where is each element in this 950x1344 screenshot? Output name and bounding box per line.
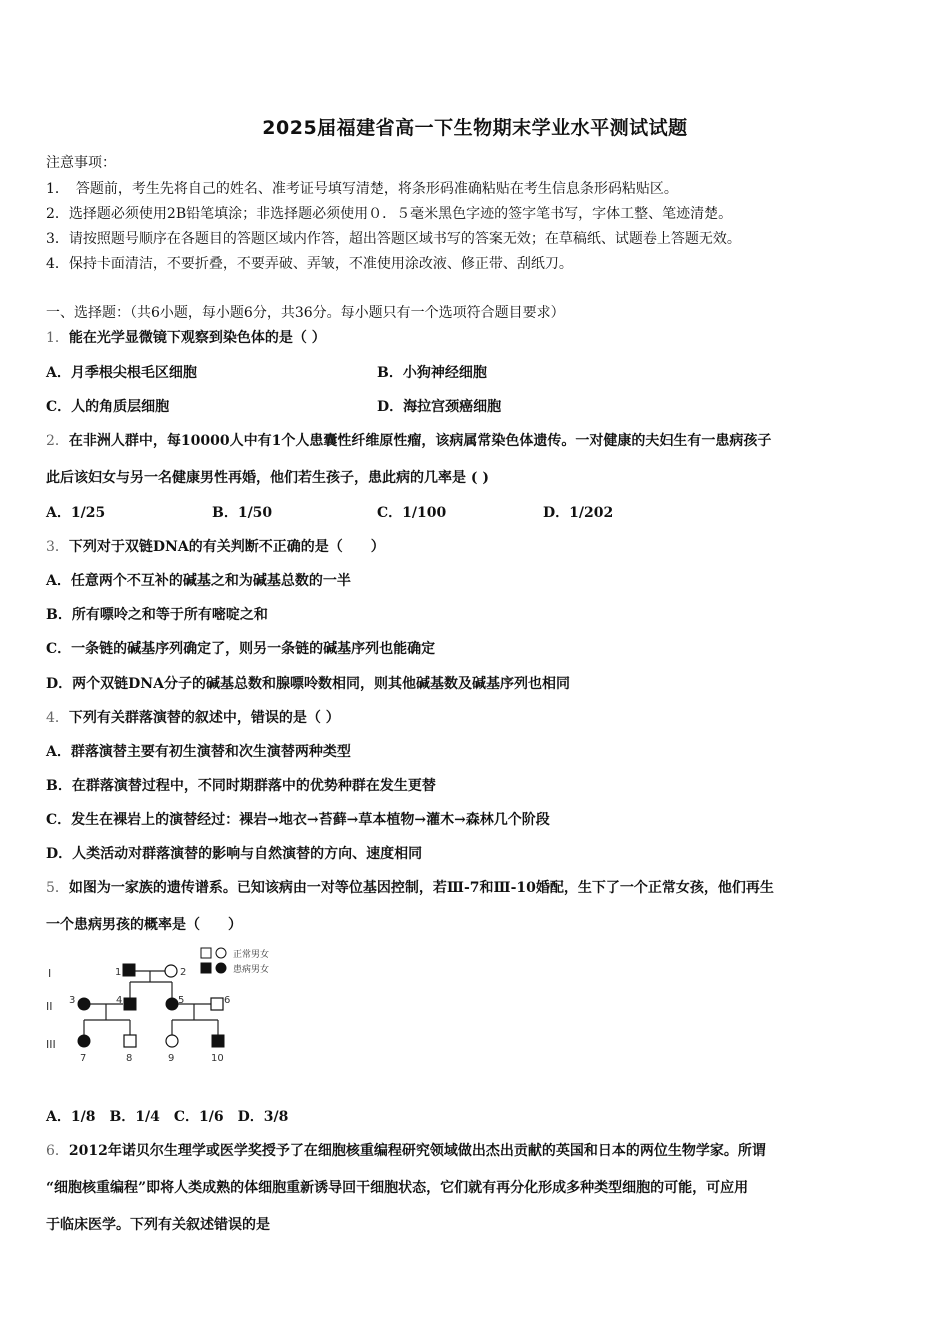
generation-label: I: [48, 967, 52, 980]
question-5-options: A．1/8 B．1/4 C．1/6 D．3/8: [46, 1109, 289, 1125]
option-c: C．1/100: [377, 505, 447, 521]
question-number: 1．: [46, 330, 69, 346]
legend-normal-female: [216, 948, 226, 958]
option-d: D．1/202: [543, 505, 614, 521]
question-stem: 下列有关群落演替的叙述中，错误的是（ ）: [68, 710, 340, 726]
option-c: C．人的角质层细胞: [46, 399, 170, 415]
question-stem: 2012年诺贝尔生理学或医学奖授予了在细胞核重编程研究领域做出杰出贡献的英国和日本的两位生物学家。所谓: [68, 1143, 766, 1159]
option-b: B．所有嘌呤之和等于所有嘧啶之和: [46, 607, 268, 623]
option-b: B．在群落演替过程中，不同时期群落中的优势种群在发生更替: [46, 778, 436, 794]
question-stem: 能在光学显微镜下观察到染色体的是（ ）: [68, 330, 326, 346]
question-5: [46, 877, 774, 897]
legend-affected-male: [201, 963, 211, 973]
individual-id: 1: [115, 967, 122, 978]
option-a: A．任意两个不互补的碱基之和为碱基总数的一半: [46, 573, 351, 589]
legend-affected-label: 患病男女: [233, 965, 270, 975]
question-1: [46, 327, 326, 347]
section-heading: 一、选择题：（共6小题，每小题6分，共36分。每小题只有一个选项符合题目要求）: [46, 305, 565, 321]
question-6-cont: “细胞核重编程”即将人类成熟的体细胞重新诱导回干细胞状态，它们就有再分化形成多种类型细胞的可能，可应用: [46, 1180, 749, 1196]
option-b: B．1/50: [212, 505, 273, 521]
individual-id: 9: [168, 1053, 175, 1064]
individual-id: 10: [211, 1053, 224, 1064]
individual-id: 8: [126, 1053, 133, 1064]
question-number: 2．: [46, 433, 69, 449]
option-a: A．1/25: [46, 505, 106, 521]
individual-id: 5: [178, 995, 185, 1006]
individual-id: 7: [80, 1053, 87, 1064]
affected-male-4: [124, 998, 136, 1010]
notice-item: 3．请按照题号顺序在各题目的答题区域内作答，超出答题区域书写的答案无效；在草稿纸、试题卷上答题无效。: [46, 231, 741, 247]
notice-item: 4．保持卡面清洁，不要折叠，不要弄破、弄皱，不准使用涂改液、修正带、刮纸刀。: [46, 256, 573, 272]
individual-id: 3: [69, 995, 76, 1006]
option-d: D．海拉宫颈癌细胞: [377, 399, 502, 415]
question-number: 6．: [46, 1143, 69, 1159]
question-number: 3．: [46, 539, 69, 555]
option-c: C．发生在裸岩上的演替经过：裸岩→地衣→苔藓→草本植物→灌木→森林几个阶段: [46, 812, 550, 828]
question-number: 5．: [46, 880, 69, 896]
option-c: C．一条链的碱基序列确定了，则另一条链的碱基序列也能确定: [46, 641, 436, 657]
affected-female-7: [78, 1035, 90, 1047]
notice-item: 1． 答题前，考生先将自己的姓名、准考证号填写清楚，将条形码准确粘贴在考生信息条形码粘贴区。: [46, 181, 678, 197]
legend-normal-label: 正常男女: [233, 950, 270, 960]
affected-female-3: [78, 998, 90, 1010]
question-number: 4．: [46, 710, 69, 726]
legend-affected-female: [216, 963, 226, 973]
normal-male-8: [124, 1035, 136, 1047]
question-stem: 在非洲人群中，每10000人中有1个人患囊性纤维原性瘤，该病属常染色体遗传。一对健康的夫妇生有一患病孩子: [68, 433, 772, 449]
normal-female-2: [165, 965, 177, 977]
option-d: D．两个双链DNA分子的碱基总数和腺嘌呤数相同，则其他碱基数及碱基序列也相同: [46, 676, 570, 692]
notice-heading: 注意事项：: [46, 155, 116, 171]
page-title: 2025届福建省高一下生物期末学业水平测试试题: [262, 117, 688, 139]
generation-label: III: [46, 1038, 56, 1051]
individual-id: 4: [116, 995, 123, 1006]
question-3: [46, 536, 385, 556]
question-2-cont: 此后该妇女与另一名健康男性再婚，他们若生孩子，患此病的几率是 ( ): [46, 470, 489, 486]
question-6: [46, 1140, 766, 1160]
individual-id: 2: [180, 967, 187, 978]
question-4: [46, 707, 340, 727]
individual-id: 6: [224, 995, 231, 1006]
affected-male-10: [212, 1035, 224, 1047]
legend-normal-male: [201, 948, 211, 958]
pedigree-chart: [44, 940, 294, 1070]
generation-label: II: [46, 1000, 53, 1013]
question-6-cont: 于临床医学。下列有关叙述错误的是: [46, 1217, 270, 1233]
normal-female-9: [166, 1035, 178, 1047]
option-d: D．人类活动对群落演替的影响与自然演替的方向、速度相同: [46, 846, 423, 862]
normal-male-6: [211, 998, 223, 1010]
option-b: B．小狗神经细胞: [377, 365, 487, 381]
affected-male-1: [123, 964, 135, 976]
option-a: A．月季根尖根毛区细胞: [46, 365, 197, 381]
notice-item: 2．选择题必须使用2B铅笔填涂；非选择题必须使用０．５毫米黑色字迹的签字笔书写，字体工整、笔迹清楚。: [46, 206, 733, 222]
question-stem: 如图为一家族的遗传谱系。已知该病由一对等位基因控制，若Ⅲ-7和Ⅲ-10婚配，生下了一个正常女孩，他们再生: [68, 880, 774, 896]
question-2: [46, 430, 771, 450]
pedigree-lines: [84, 971, 218, 1035]
affected-female-5: [166, 998, 178, 1010]
question-5-cont: 一个患病男孩的概率是（ ）: [46, 917, 242, 933]
question-stem: 下列对于双链DNA的有关判断不正确的是（ ）: [68, 539, 385, 555]
option-a: A．群落演替主要有初生演替和次生演替两种类型: [46, 744, 351, 760]
